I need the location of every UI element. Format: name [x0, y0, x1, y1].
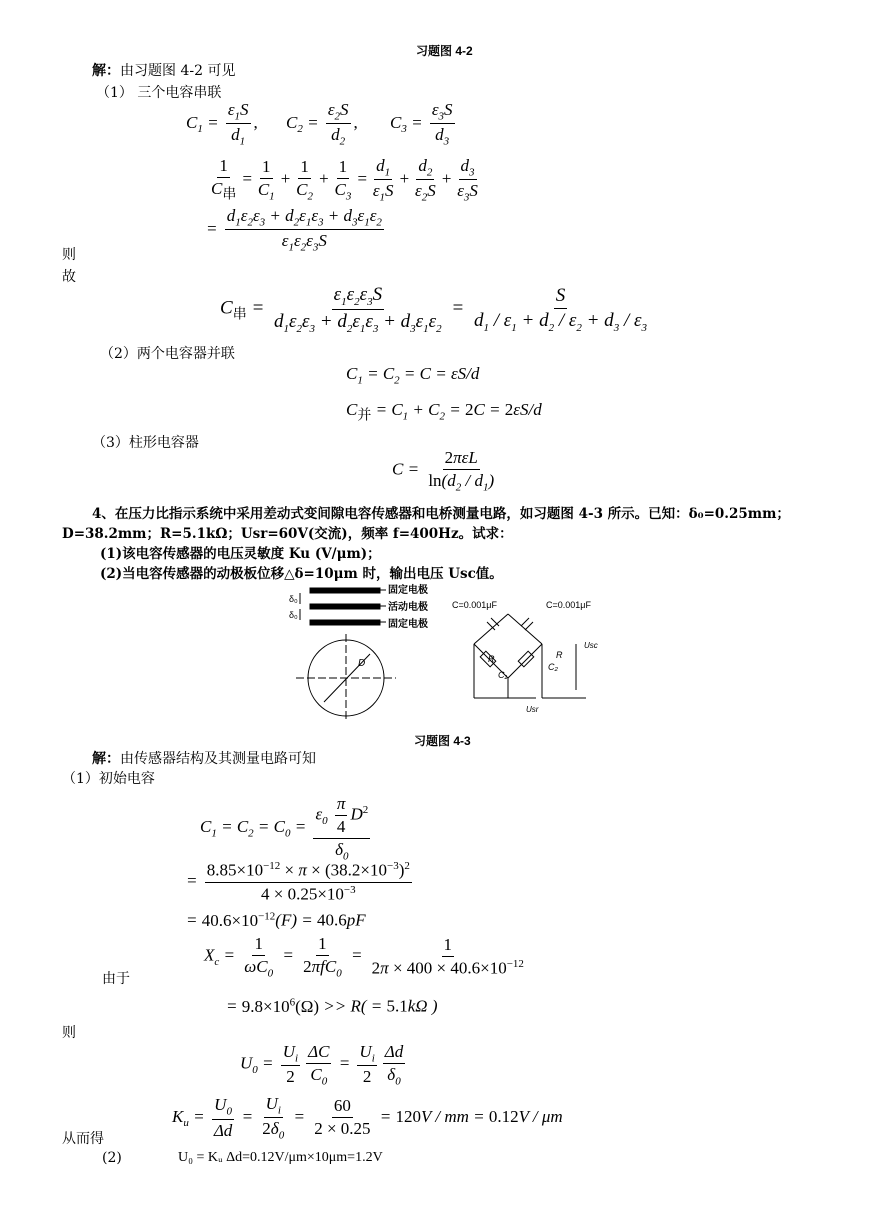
- sensor-structure: [296, 588, 396, 722]
- fixed-electrode-label-2: 固定电极: [388, 619, 428, 630]
- delta0-label-1: δ₀: [289, 594, 298, 604]
- part-b1-title: （1）初始电容: [62, 771, 155, 787]
- fixed-electrode-label: 固定电极: [388, 585, 428, 596]
- diameter-label: D: [358, 658, 366, 669]
- formula-xc: $X_c$ = $\frac{1}{\omega C_0}$ = $\frac{1}{2\pi fC_0}$ = $\frac{1}{2\pi \times 400 \times 40.6\times 10^{-12}}$: [204, 934, 524, 980]
- resistor-label-1: R: [488, 654, 495, 664]
- formula-series-reciprocal: $\frac{1}{C_串}$ = $\frac{1}{C_1}$ + $\frac{1}{C_2}$ + $\frac{1}{C_3}$ = $\frac{d_1}{\varepsilon_1S}$ + $\frac{d_2}{\varepsilon_2S}$ + $\frac{d_3}{\varepsilon_3S}$: [211, 156, 478, 204]
- part-2-title: （2）两个电容器并联: [100, 346, 235, 362]
- c1-label: C₁: [498, 670, 508, 680]
- formula-u0: $U_0$ = $\frac{U_i}{2}$ $\frac{\Delta C}{C_0}$ = $\frac{U_i}{2}$ $\frac{\Delta d}{\delta_0}$: [240, 1042, 404, 1088]
- usr-label: Usr: [526, 705, 539, 714]
- youyu-label: 由于: [102, 971, 130, 987]
- formula-cylinder: C = $\frac{\text{2πεL}}{\ln(d_2 / d_1)}$: [392, 448, 495, 494]
- problem-4-line-1: 4、在压力比指示系统中采用差动式变间隙电容传感器和电桥测量电路，如习题图 4-3 所示。已知：δ₀=0.25mm；: [92, 506, 790, 522]
- solution-label: 解：: [92, 63, 120, 79]
- part-b2-formula: U₀ = Kᵤ Δd=0.12V/μm×10μm=1.2V: [178, 1150, 383, 1165]
- formula-parallel-c: $C_1 = C_2 = C = \varepsilon S/d$: [346, 364, 480, 387]
- figure-caption-4-3: 习题图 4-3: [414, 734, 471, 748]
- congerde-label: 从而得: [62, 1131, 104, 1147]
- formula-c2: $C_2$ = $\frac{\varepsilon_2S}{d_2}$ ,: [286, 100, 358, 148]
- part-b2-label: (2): [102, 1150, 122, 1166]
- formula-c0-substitution: = $\frac{8.85\times 10^{-12} \times \pi \times (38.2\times 10^{-3})^2}{4 \times 0.25\times 10^{-3}}$: [186, 860, 410, 904]
- moving-electrode-label: 活动电极: [388, 602, 428, 613]
- solution-header-2: [92, 748, 316, 768]
- formula-c0-result: = $40.6\times 10^{-12}(F) = 40.6pF$: [186, 910, 366, 930]
- solution-intro: 由习题图 4-2 可见: [120, 63, 236, 79]
- formula-ku: $K_u$ = $\frac{U_0}{\Delta d}$ = $\frac{U_i}{2\delta_0}$ = $\frac{60}{2 \times 0.25}$ = 120V / mm = 0.12V / μm: [172, 1094, 563, 1142]
- formula-parallel-sum: $C_并 = C_1 + C_2 = 2C = 2\varepsilon S/d$: [346, 400, 542, 424]
- formula-c3: $C_3$ = $\frac{\varepsilon_3S}{d_3}$: [390, 100, 453, 148]
- figure-4-3: [286, 578, 606, 724]
- formula-series-combined: = $\frac{d_1\varepsilon_2\varepsilon_3 + d_2\varepsilon_1\varepsilon_3 + d_3\varepsilon_1\varepsilon_2}{\varepsilon_1\varepsilon_2\varepsilon_3S}$: [206, 206, 382, 254]
- c2-label: C₂: [548, 662, 558, 672]
- problem-4-question-2: (2)当电容传感器的动极板位移△δ=10μm 时，输出电压 Usc值。: [100, 566, 503, 582]
- part-1-title: （1） 三个电容串联: [96, 85, 222, 101]
- formula-xc-result: = $9.8\times 10^6(\Omega) >> R( = 5.1k\Omega$ ): [226, 996, 438, 1016]
- solution-intro-2: 由传感器结构及其测量电路可知: [120, 751, 316, 767]
- problem-4-line-2: D=38.2mm；R=5.1kΩ；Usr=60V(交流)，频率 f=400Hz。试求：: [62, 526, 513, 542]
- formula-series-result: $C_串$ = $\frac{\varepsilon_1\varepsilon_2\varepsilon_3S}{d_1\varepsilon_2\varepsilon_3 + d_2\varepsilon_1\varepsilon_3 + d_3\varepsilon_1\varepsilon_2}$ = $\frac{S}{d_1 / \varepsilon_1 + d_2 / \varepsilon_2 + d_3 / \varepsilon_3}$: [220, 284, 647, 335]
- cap-label-2: C=0.001μF: [546, 600, 591, 610]
- cap-label-1: C=0.001μF: [452, 600, 497, 610]
- problem-4-question-1: (1)该电容传感器的电压灵敏度 Ku (V/μm)；: [100, 546, 381, 562]
- resistor-label-2: R: [556, 650, 563, 660]
- solution-header-1: [92, 60, 235, 80]
- ze-label: 则: [62, 247, 76, 263]
- usc-label: Usc: [584, 641, 598, 650]
- solution-label-2: 解：: [92, 751, 120, 767]
- formula-initial-capacitance: $C_1 = C_2 = C_0$ = $\varepsilon_0$ $\frac{\pi}{4}$ $D^2$ $\delta_0$: [200, 794, 369, 863]
- formula-c1: $C_1$ = $\frac{\varepsilon_1S}{d_1}$ ,: [186, 100, 258, 148]
- gu-label: 故: [62, 269, 76, 285]
- figure-caption-4-2: 习题图 4-2: [416, 44, 473, 58]
- delta0-label-2: δ₀: [289, 610, 298, 620]
- part-3-title: （3）柱形电容器: [92, 435, 199, 451]
- ze2-label: 则: [62, 1025, 76, 1041]
